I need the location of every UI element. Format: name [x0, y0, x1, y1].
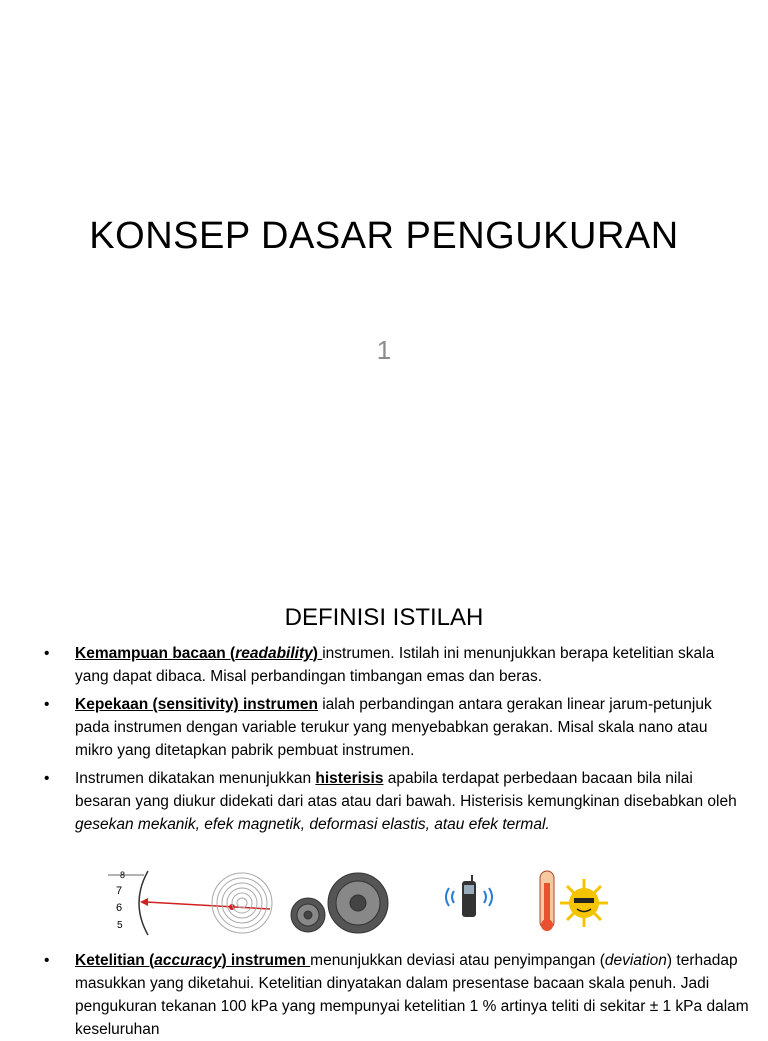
definition-list: [44, 642, 744, 841]
definition-text: Instrumen dikatakan menunjukkan: [75, 770, 316, 787]
list-item-accuracy: [44, 949, 768, 1041]
definitions-slide: [0, 576, 768, 1038]
gauge-tick-label: 8: [120, 870, 126, 880]
definition-text: ialah perbandingan antara gerakan linear jarum-petunjuk pada instrumen dengan variable terukur yang menyebabkan gerakan. Misal skala nano atau mikro yang ditetapkan pabrik pembuat instrumen.: [75, 696, 712, 759]
gears-icon: [290, 869, 400, 939]
definition-text: ) terhadap masukkan yang diketahui. Ketelitian dinyatakan dalam presentase bacaan skala penuh. Jadi pengukuran tekanan 100 kPa yang mempunyai ketelitian 1 % artinya teliti di sekitar ± 1 kPa dalam keseluruhan: [75, 952, 749, 1038]
slide-title: KONSEP DASAR PENGUKURAN: [89, 215, 679, 257]
illustration-strip: [100, 869, 620, 939]
term-readability: Kemampuan bacaan (readability): [75, 645, 323, 662]
bullet-marker: •: [44, 952, 50, 969]
definition-causes: gesekan mekanik, efek magnetik, deformasi elastis, atau efek termal.: [75, 816, 550, 833]
term-accuracy: Ketelitian (accuracy) instrumen: [75, 952, 311, 969]
slide-subtitle: 1: [376, 335, 392, 365]
term-deviation: deviation: [604, 952, 667, 969]
bullet-marker: •: [44, 696, 50, 713]
gauge-tick-label: 5: [117, 920, 123, 931]
term-sensitivity: Kepekaan (sensitivity) instrumen: [75, 696, 318, 713]
term-hysteresis: histerisis: [315, 770, 384, 787]
definition-text: instrumen. Istilah ini menunjukkan berapa ketelitian skala yang dapat dibaca. Misal perbandingan timbangan emas dan beras.: [75, 645, 715, 685]
gauge-tick-label: 7: [116, 885, 123, 897]
definition-text: apabila terdapat perbedaan bacaan bila nilai besaran yang diukur didekati dari atas atau dari bawah. Histerisis kemungkinan disebabkan oleh: [75, 770, 737, 810]
bullet-marker: •: [44, 770, 50, 787]
gauge-tick-label: 6: [116, 902, 123, 914]
section-title: DEFINISI ISTILAH: [284, 604, 484, 631]
list-item-hysteresis: [44, 767, 744, 836]
bullet-marker: •: [44, 645, 50, 662]
thermometer-sun-icon: [528, 869, 608, 935]
mobile-phone-icon: [440, 875, 500, 925]
list-item-sensitivity: [44, 693, 744, 762]
definition-text: menunjukkan deviasi atau penyimpangan (: [310, 952, 605, 969]
concentric-circles-icon: [210, 871, 274, 935]
list-item-readability: [44, 642, 744, 688]
